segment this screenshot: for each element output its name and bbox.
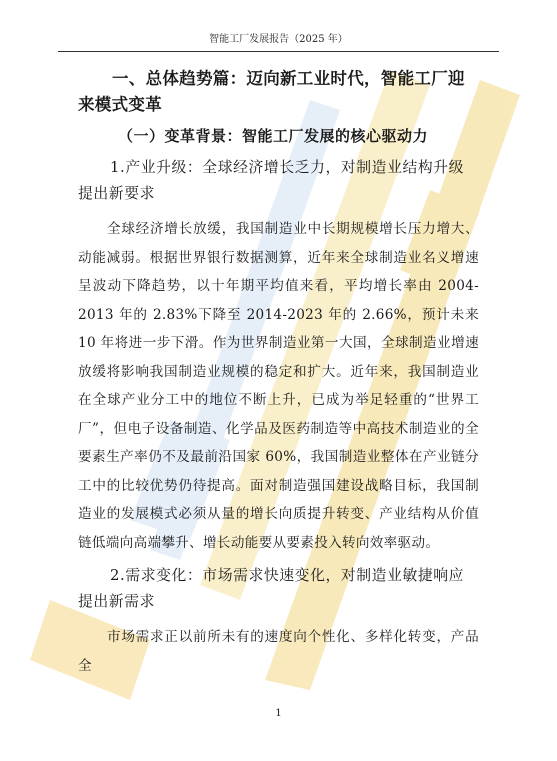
page-number: 1	[275, 708, 282, 719]
page-header: 智能工厂发展报告（2025 年）	[58, 30, 499, 52]
item-title: 1.产业升级：全球经济增长乏力，对制造业结构升级提出新要求	[78, 159, 465, 202]
item-paragraph: 全球经济增长放缓，我国制造业中长期规模增长压力增大、动能减弱。根据世界银行数据测算，近年来全球制造业名义增速呈波动下降趋势，以十年期平均值来看，平均增长率由 2004-2013 年的 2.83%下降至 2014-2023 年的 2.66%，预计未来 10 年将进一步下滑。作为世界制造业第一大国，全球制造业增速放缓将影响我国制造业规模的稳定和扩大。近年来，我国制造业在全球产业分工中的地位不断上升，已成为举足轻重的“世界工厂”，但电子设备制造、化学品及医药制造等中高技术制造业的全要素生产率仍不及最前沿国家 60%，我国制造业整体在产业链分工中的比较优势仍待提高。面对制造强国建设战略目标，我国制造业的发展模式必须从量的增长向质提升转变、产业结构从价值链低端向高端攀升、增长动能要从要素投入转向效率驱动。	[78, 221, 479, 551]
document-body	[78, 66, 479, 686]
item-paragraph: 市场需求正以前所未有的速度向个性化、多样化转变，产品全	[78, 629, 479, 674]
item-title: 2.需求变化：市场需求快速变化，对制造业敏捷响应提出新需求	[78, 567, 465, 610]
section-heading: 一、总体趋势篇：迈向新工业时代，智能工厂迎来模式变革	[78, 69, 465, 114]
subsection-heading: （一）变革背景：智能工厂发展的核心驱动力	[118, 127, 429, 145]
